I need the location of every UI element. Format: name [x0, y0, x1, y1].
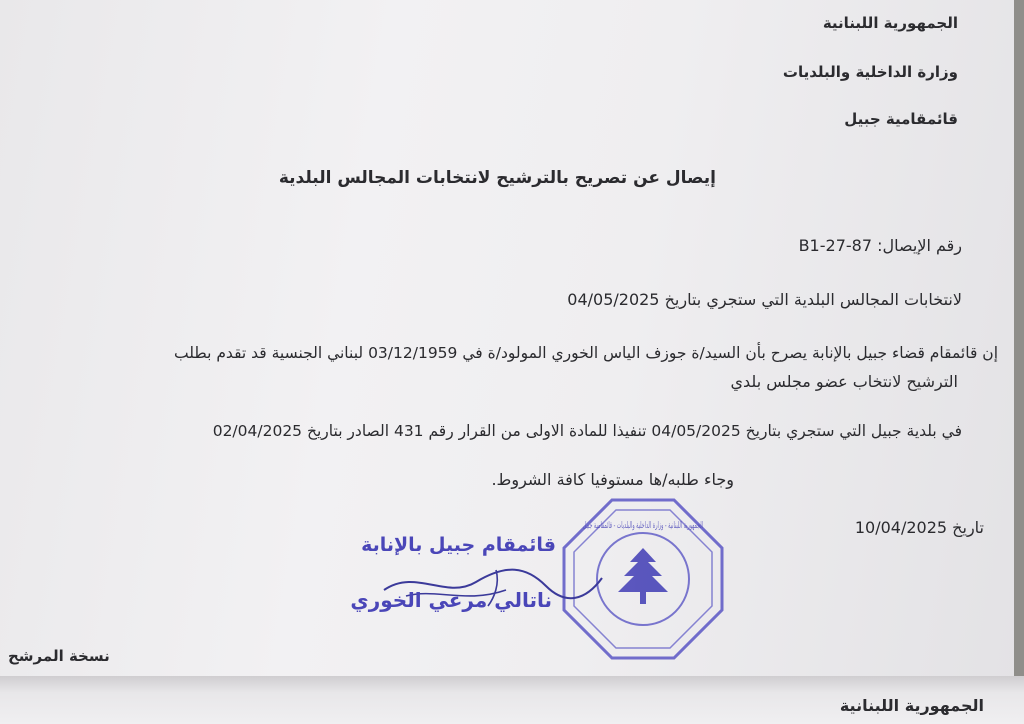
stamp-ring-text: الجمهورية اللبنانية - وزارة الداخلية والبلديات - قائمقامية جبيل: [583, 521, 703, 531]
header-ministry: وزارة الداخلية والبلديات: [782, 63, 958, 81]
issue-date-line: [855, 518, 984, 537]
municipality-line: [213, 422, 962, 440]
signatory-title: قائمقام جبيل بالإنابة: [361, 534, 556, 556]
footer-republic: الجمهورية اللبنانية: [839, 696, 984, 715]
municipality-text-a: في بلدية جبيل التي ستجري بتاريخ: [745, 422, 962, 440]
receipt-number-line: [799, 236, 962, 255]
elections-date: 04/05/2025: [567, 290, 660, 309]
declaration-line-1: [174, 344, 998, 362]
copy-label: نسخة المرشح: [8, 647, 110, 665]
decision-date: 02/04/2025: [212, 422, 303, 440]
declaration-text-b: لبناني الجنسية قد تقدم بطلب: [174, 344, 364, 362]
receipt-number: B1-27-87: [798, 236, 872, 255]
declaration-line-2: الترشيح لانتخاب عضو مجلس بلدي: [730, 372, 958, 391]
decision-number: 431: [393, 422, 424, 440]
header-republic: الجمهورية اللبنانية: [822, 14, 958, 32]
municipality-text-c: الصادر بتاريخ: [306, 422, 390, 440]
elections-text: لانتخابات المجالس البلدية التي ستجري بتاريخ: [664, 290, 962, 309]
declaration-text-a: إن قائمقام قضاء جبيل بالإنابة يصرح بأن السيد/ة جوزف الياس الخوري المولود/ة في: [462, 344, 998, 362]
birth-date: 03/12/1959: [368, 344, 458, 362]
document-title: إيصال عن تصريح بالترشيح لانتخابات المجالس البلدية: [278, 168, 716, 188]
signatory-name: ناتالي مرعي الخوري: [350, 588, 552, 612]
municipality-text-b: تنفيذا للمادة الاولى من القرار رقم: [428, 422, 647, 440]
header-district: قائمقامية جبيل: [844, 110, 958, 128]
elections-line: [567, 290, 962, 309]
cedar-icon: [618, 548, 668, 604]
conditions-line: وجاء طلبه/ها مستوفيا كافة الشروط.: [491, 470, 734, 489]
issue-date-label: تاريخ: [952, 518, 984, 537]
receipt-label: رقم الإيصال:: [877, 236, 962, 255]
municipality-date: 04/05/2025: [651, 422, 741, 440]
issue-date: 10/04/2025: [854, 518, 948, 537]
